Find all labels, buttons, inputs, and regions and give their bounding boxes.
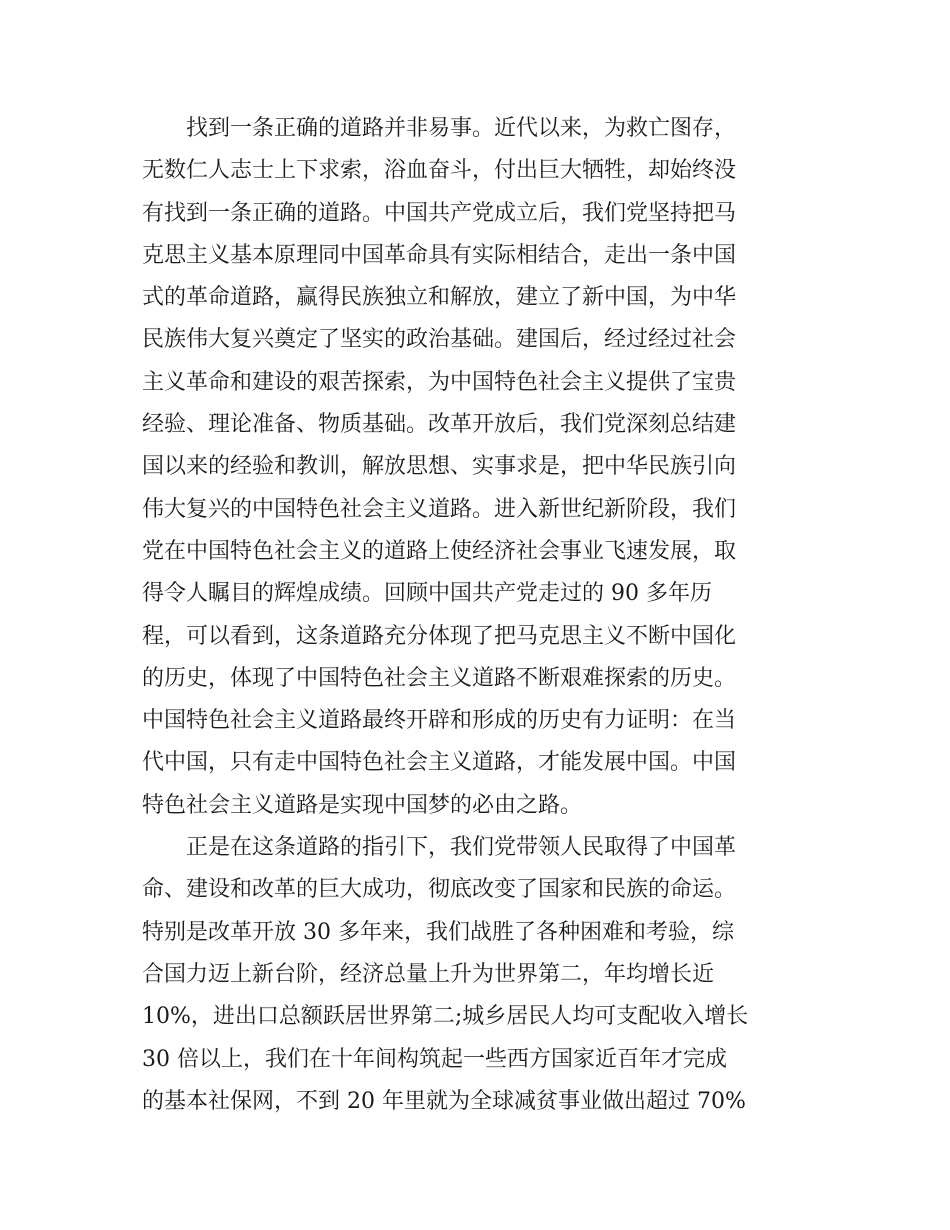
- text-line: 式的革命道路，赢得民族独立和解放，建立了新中国，为中华: [142, 285, 737, 311]
- text-line: 有找到一条正确的道路。中国共产党成立后，我们党坚持把马: [142, 200, 737, 226]
- text-line: 党在中国特色社会主义的道路上使经济社会事业飞速发展，取: [142, 538, 737, 564]
- text-line: 经验、理论准备、物质基础。改革开放后，我们党深刻总结建: [142, 412, 737, 438]
- text-line: 10%，进出口总额跃居世界第二;城乡居民人均可支配收入增长: [142, 1004, 749, 1030]
- text-line: 程，可以看到，这条道路充分体现了把马克思主义不断中国化: [142, 623, 737, 649]
- text-line: 30 倍以上，我们在十年间构筑起一些西方国家近百年才完成: [142, 1046, 727, 1072]
- paragraph-1: [142, 108, 812, 827]
- text-line: 的历史，体现了中国特色社会主义道路不断艰难探索的历史。: [142, 665, 737, 691]
- text-line: 正是在这条道路的指引下，我们党带领人民取得了中国革: [142, 835, 737, 861]
- document-body: [142, 108, 812, 1123]
- text-line: 国以来的经验和教训，解放思想、实事求是，把中华民族引向: [142, 454, 737, 480]
- text-line: 主义革命和建设的艰苦探索，为中国特色社会主义提供了宝贵: [142, 369, 737, 395]
- text-line: 代中国，只有走中国特色社会主义道路，才能发展中国。中国: [142, 750, 737, 776]
- text-line: 克思主义基本原理同中国革命具有实际相结合，走出一条中国: [142, 242, 737, 268]
- text-line: 民族伟大复兴奠定了坚实的政治基础。建国后，经过经过社会: [142, 327, 737, 353]
- text-line: 伟大复兴的中国特色社会主义道路。进入新世纪新阶段，我们: [142, 496, 737, 522]
- text-line: 特别是改革开放 30 多年来，我们战胜了各种困难和考验，综: [142, 919, 734, 945]
- text-line: 得令人瞩目的辉煌成绩。回顾中国共产党走过的 90 多年历: [142, 581, 712, 607]
- text-line: 中国特色社会主义道路最终开辟和形成的历史有力证明：在当: [142, 708, 737, 734]
- text-line: 合国力迈上新台阶，经济总量上升为世界第二，年均增长近: [142, 961, 715, 987]
- text-line: 找到一条正确的道路并非易事。近代以来，为救亡图存，: [142, 116, 737, 141]
- text-line: 命、建设和改革的巨大成功，彻底改变了国家和民族的命运。: [142, 877, 737, 903]
- text-line: 特色社会主义道路是实现中国梦的必由之路。: [142, 792, 583, 818]
- text-line: 的基本社保网，不到 20 年里就为全球减贫事业做出超过 70%: [142, 1088, 746, 1114]
- text-line: 无数仁人志士上下求索，浴血奋斗，付出巨大牺牲，却始终没: [142, 158, 737, 184]
- paragraph-2: [142, 827, 812, 1123]
